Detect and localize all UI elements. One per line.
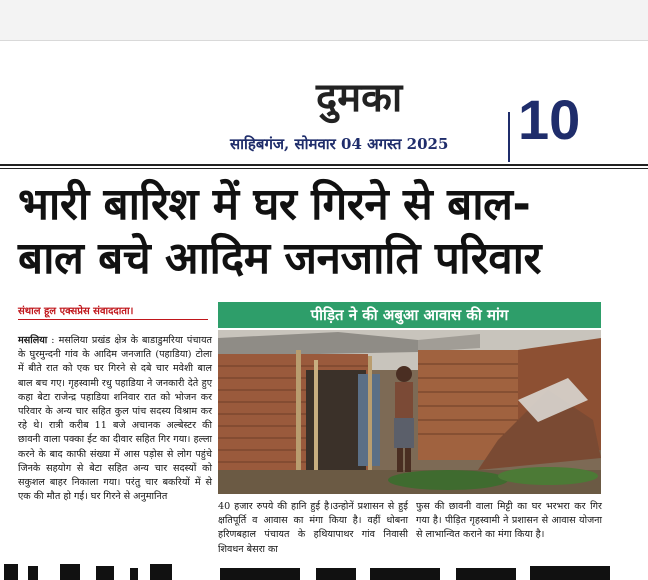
top-divider bbox=[0, 40, 648, 41]
column-1-text: : मसलिया प्रखंड क्षेत्र के बाडाडुमरिया पंचायत के घुरमुन्दनी गांव के आदिम जनजाति (पहाडिया) टोला में बीते रात को एक घर गिरने से दबे चार मवेशी बाल बाल बच गए। गृहस्वामी रधु पहाडिया ने जनकारी देते हुए कहा बेटा राजेन्द्र पहाडिया शनिवार रात को भोजन कर परिवार के अन्य चार सहित कुल पांच सदस्य विश्राम कर रहे थे। रात्री करीब 11 बजे अचानक अल्बेस्टर की छावनी वाला पक्का ईट का दीवार सहित गिर गया। हल्ला करने के बाद काफी संख्या में आस पड़ोस से लोग पहुंचे जिनके सहयोग से बेटा सहित अन्य चार सदस्यों को सकुशल बाहर निकाला गया। परंतु चार बकरियों में से एक की मौत हो गई। घर गिरने से अनुमानित bbox=[18, 335, 212, 503]
article-column-3: फुस की छावनी वाला मिट्टी का घर भरभरा कर गिर गया है। पीड़ित गृहस्वामी ने प्रशासन से आवास योजना से लाभान्वित कराने का मंगा किया है। bbox=[416, 501, 602, 541]
page-number: 10 bbox=[518, 88, 581, 151]
cut-off-headline-strokes bbox=[0, 562, 648, 580]
next-article-cut-off bbox=[0, 562, 648, 580]
article-byline: संथाल हूल एक्सप्रेस संवाददाता। bbox=[18, 306, 134, 317]
section-title: दुमका bbox=[316, 75, 403, 121]
top-margin bbox=[0, 0, 648, 40]
masthead-rule bbox=[0, 164, 648, 166]
article-dateline: मसलिया bbox=[18, 335, 48, 346]
collapsed-house-photo bbox=[218, 330, 601, 494]
photo-caption-banner: पीड़ित ने की अबुआ आवास की मांग bbox=[218, 302, 601, 328]
article-headline bbox=[18, 178, 638, 286]
headline-line-2: बाल बचे आदिम जनजाति परिवार bbox=[18, 233, 542, 284]
masthead-rule-thin bbox=[0, 168, 648, 169]
page-dateline: साहिबगंज, सोमवार 04 अगस्त 2025 bbox=[230, 135, 449, 153]
house-photo-illustration bbox=[218, 330, 601, 494]
article-column-1 bbox=[18, 334, 212, 504]
headline-line-1: भारी बारिश में घर गिरने से बाल- bbox=[18, 179, 531, 230]
byline-underline bbox=[18, 319, 208, 320]
article-column-2: 40 हजार रुपये की हानि हुई है।उन्होनें प्रशासन से हुई क्षतिपूर्ति व आवास का मंगा किया है। वहीं धोबना हरिणबहाल पंचायत के हथियापाथर गांव निवासी शिवधन बेसरा का bbox=[218, 501, 408, 555]
masthead-divider bbox=[508, 112, 510, 162]
